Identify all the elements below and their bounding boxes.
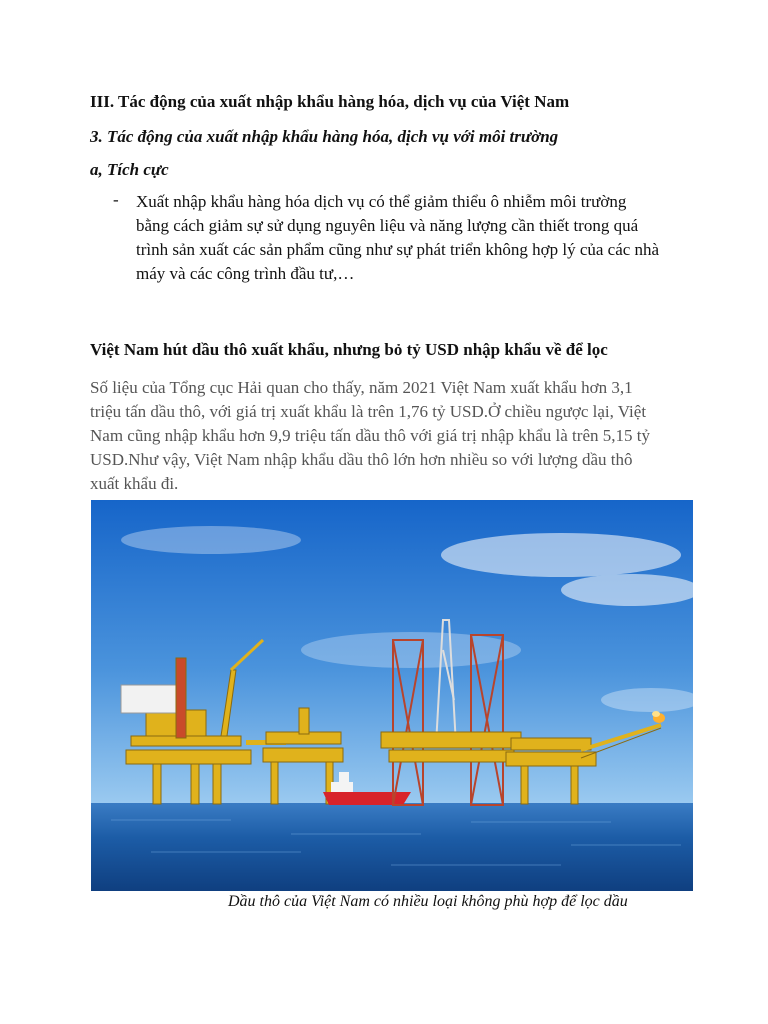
bullet-line: máy và các công trình đầu tư,… [136, 264, 355, 283]
item-heading: a, Tích cực [90, 160, 169, 179]
bullet-item [113, 190, 703, 286]
paragraph-line: Số liệu của Tổng cục Hải quan cho thấy, năm 2021 Việt Nam xuất khẩu hơn 3,1 [90, 378, 633, 397]
paragraph-line: Nam cũng nhập khẩu hơn 9,9 triệu tấn dầu thô với giá trị nhập khẩu là trên 5,15 tỷ [90, 426, 650, 445]
bullet-dash: - [113, 190, 119, 209]
photo-caption: Dầu thô của Việt Nam có nhiều loại không phù hợp để lọc dầu [228, 893, 628, 910]
subsection-heading: 3. Tác động của xuất nhập khẩu hàng hóa, dịch vụ với môi trường [90, 127, 559, 146]
rig-deck [381, 732, 521, 762]
bullet-line: trình sản xuất các sản phẩm cũng như sự phát triển không hợp lý của các nhà [136, 240, 660, 259]
bullet-line: Xuất nhập khẩu hàng hóa dịch vụ có thể giảm thiểu ô nhiễm môi trường [136, 192, 627, 211]
oil-platform-photo [91, 500, 693, 891]
bullet-line: bằng cách giảm sự sử dụng nguyên liệu và năng lượng cần thiết trong quá [136, 216, 639, 235]
paragraph-line: xuất khẩu đi. [90, 474, 179, 493]
article-paragraph [90, 376, 700, 496]
section-heading: III. Tác động của xuất nhập khẩu hàng hóa, dịch vụ của Việt Nam [90, 92, 570, 111]
article-title: Việt Nam hút dầu thô xuất khẩu, nhưng bỏ tỷ USD nhập khẩu về để lọc [90, 340, 608, 359]
sea [91, 803, 693, 891]
paragraph-line: USD.Như vậy, Việt Nam nhập khẩu dầu thô lớn hơn nhiều so với lượng dầu thô [90, 450, 633, 469]
bullet-text [136, 190, 703, 286]
paragraph-line: triệu tấn dầu thô, với giá trị xuất khẩu là trên 1,76 tỷ USD.Ở chiều ngược lại, Việt [90, 402, 647, 421]
